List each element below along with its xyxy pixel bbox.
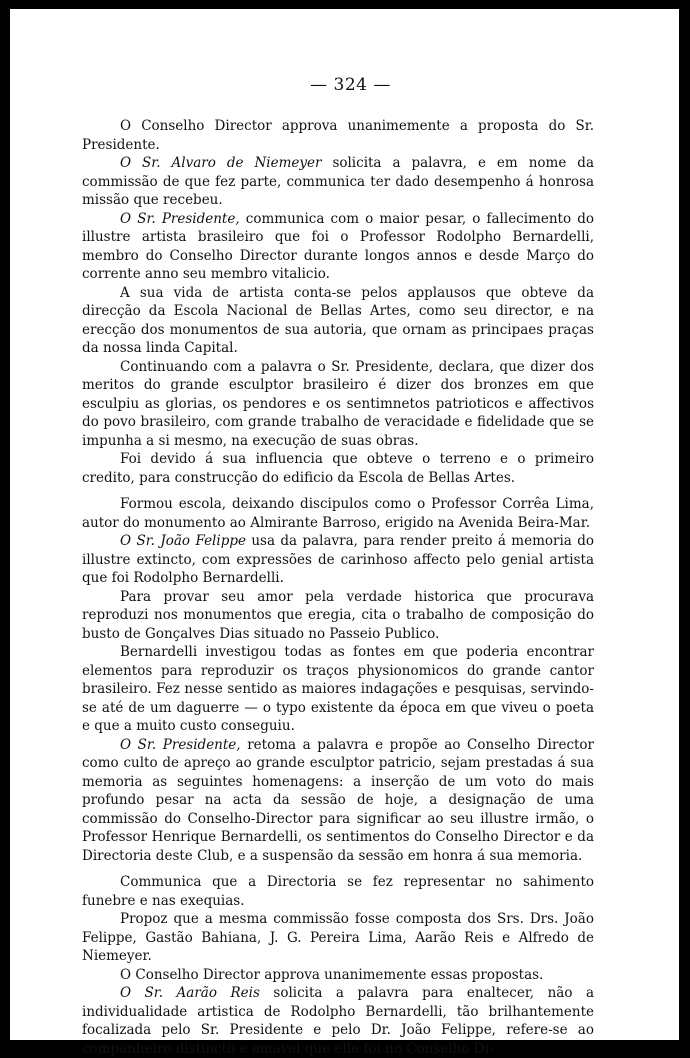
speaker-name: O Sr. Aarão Reis	[120, 985, 260, 1001]
paragraph: Propoz que a mesma commissão fosse composta dos Srs. Drs. João Felippe, Gastão Bahiana, J. G. Pereira Lima, Aarão Reis e Alfredo de Niemeyer.	[82, 911, 594, 964]
document-page	[10, 9, 679, 1057]
paragraph: A sua vida de artista conta-se pelos applausos que obteve da direcção da Escola Nacional de Bellas Artes, como seu director, e na erecção dos monumentos de sua autoria, que ornam as principaes praças da nossa linda Capital.	[82, 284, 594, 356]
speaker-name: O Sr. Alvaro de Niemeyer	[120, 155, 322, 171]
paragraph: O Sr. Alvaro de Niemeyer solicita a palavra, e em nome da commissão de que fez parte, communica ter dado desempenho á honrosa missão que recebeu.	[82, 155, 594, 208]
paragraph: Para provar seu amor pela verdade historica que procurava reproduzi nos monumentos que eregia, cita o trabalho de composição do busto de Gonçalves Dias situado no Passeio Publico.	[82, 588, 594, 642]
paragraph: Bernardelli investigou todas as fontes em que poderia encontrar elementos para reproduzir os traços physionomicos do grande cantor brasileiro. Fez nesse sentido as maiores indagações e pesquisas, servindo-se até de um daguerre — o typo existente da época em que viveu o poeta e que a muito custo conseguiu.	[82, 644, 594, 734]
page-number: — 324 —	[310, 75, 391, 95]
paragraph: Formou escola, deixando discipulos como o Professor Corrêa Lima, autor do monumento ao Almirante Barroso, erigido na Avenida Beira-Mar.	[82, 496, 594, 531]
paragraph: O Sr. João Felippe usa da palavra, para render preito á memoria do illustre extincto, com expressões de carinhoso affecto pelo genial artista que foi Rodolpho Bernardelli.	[82, 533, 594, 586]
speaker-name: O Sr. Presidente,	[120, 736, 241, 753]
paragraph: O Sr. Aarão Reis solicita a palavra para enaltecer, não a individualidade artistica de Rodolpho Bernardelli, tão brilhantemente focalizada pelo Sr. Presidente e pelo Dr. João Felippe, refere-se ao companheiro distincto e amavel que elle foi no Conselho Di-	[82, 985, 595, 1057]
body-text	[82, 117, 594, 1058]
paragraph: Communica que a Directoria se fez representar no sahimento funebre e nas exequias.	[82, 874, 594, 909]
paragraph: Foi devido á sua influencia que obteve o terreno e o primeiro credito, para construcção do edificio da Escola de Bellas Artes.	[82, 451, 594, 486]
paragraph: O Conselho Director approva unanimemente a proposta do Sr. Presidente.	[82, 118, 594, 153]
paragraph: O Sr. Presidente, communica com o maior pesar, o fallecimento do illustre artista brasileiro que foi o Professor Rodolpho Bernardelli, membro do Conselho Director durante longos annos e desde Março do corrente anno seu membro vitalicio.	[82, 210, 594, 282]
speaker-name: O Sr. João Felippe	[120, 533, 246, 549]
paragraph: Continuando com a palavra o Sr. Presidente, declara, que dizer dos meritos do grande esculptor brasileiro é dizer dos bronzes em que esculpiu as glorias, os pendores e os sentimnetos patrioticos e affectivos do povo brasileiro, com grande trabalho de veracidade e fidelidade que se impunha a si mesmo, na execução de suas obras.	[82, 358, 594, 449]
speaker-name: O Sr. Presidente,	[120, 210, 240, 227]
paragraph: O Sr. Presidente, retoma a palavra e propõe ao Conselho Director como culto de apreço ao grande esculptor patricio, sejam prestadas á sua memoria as seguintes homenagens: a inserção de um voto do mais profundo pesar na acta da sessão de hoje, a designação de uma commissão do Conselho-Director para significar ao seu illustre irmão, o Professor Henrique Bernardelli, os sentimentos do Conselho Director e da Directoria deste Club, e a suspensão da sessão em honra á sua memoria.	[82, 736, 595, 864]
paragraph: O Conselho Director approva unanimemente essas propostas.	[120, 966, 544, 983]
